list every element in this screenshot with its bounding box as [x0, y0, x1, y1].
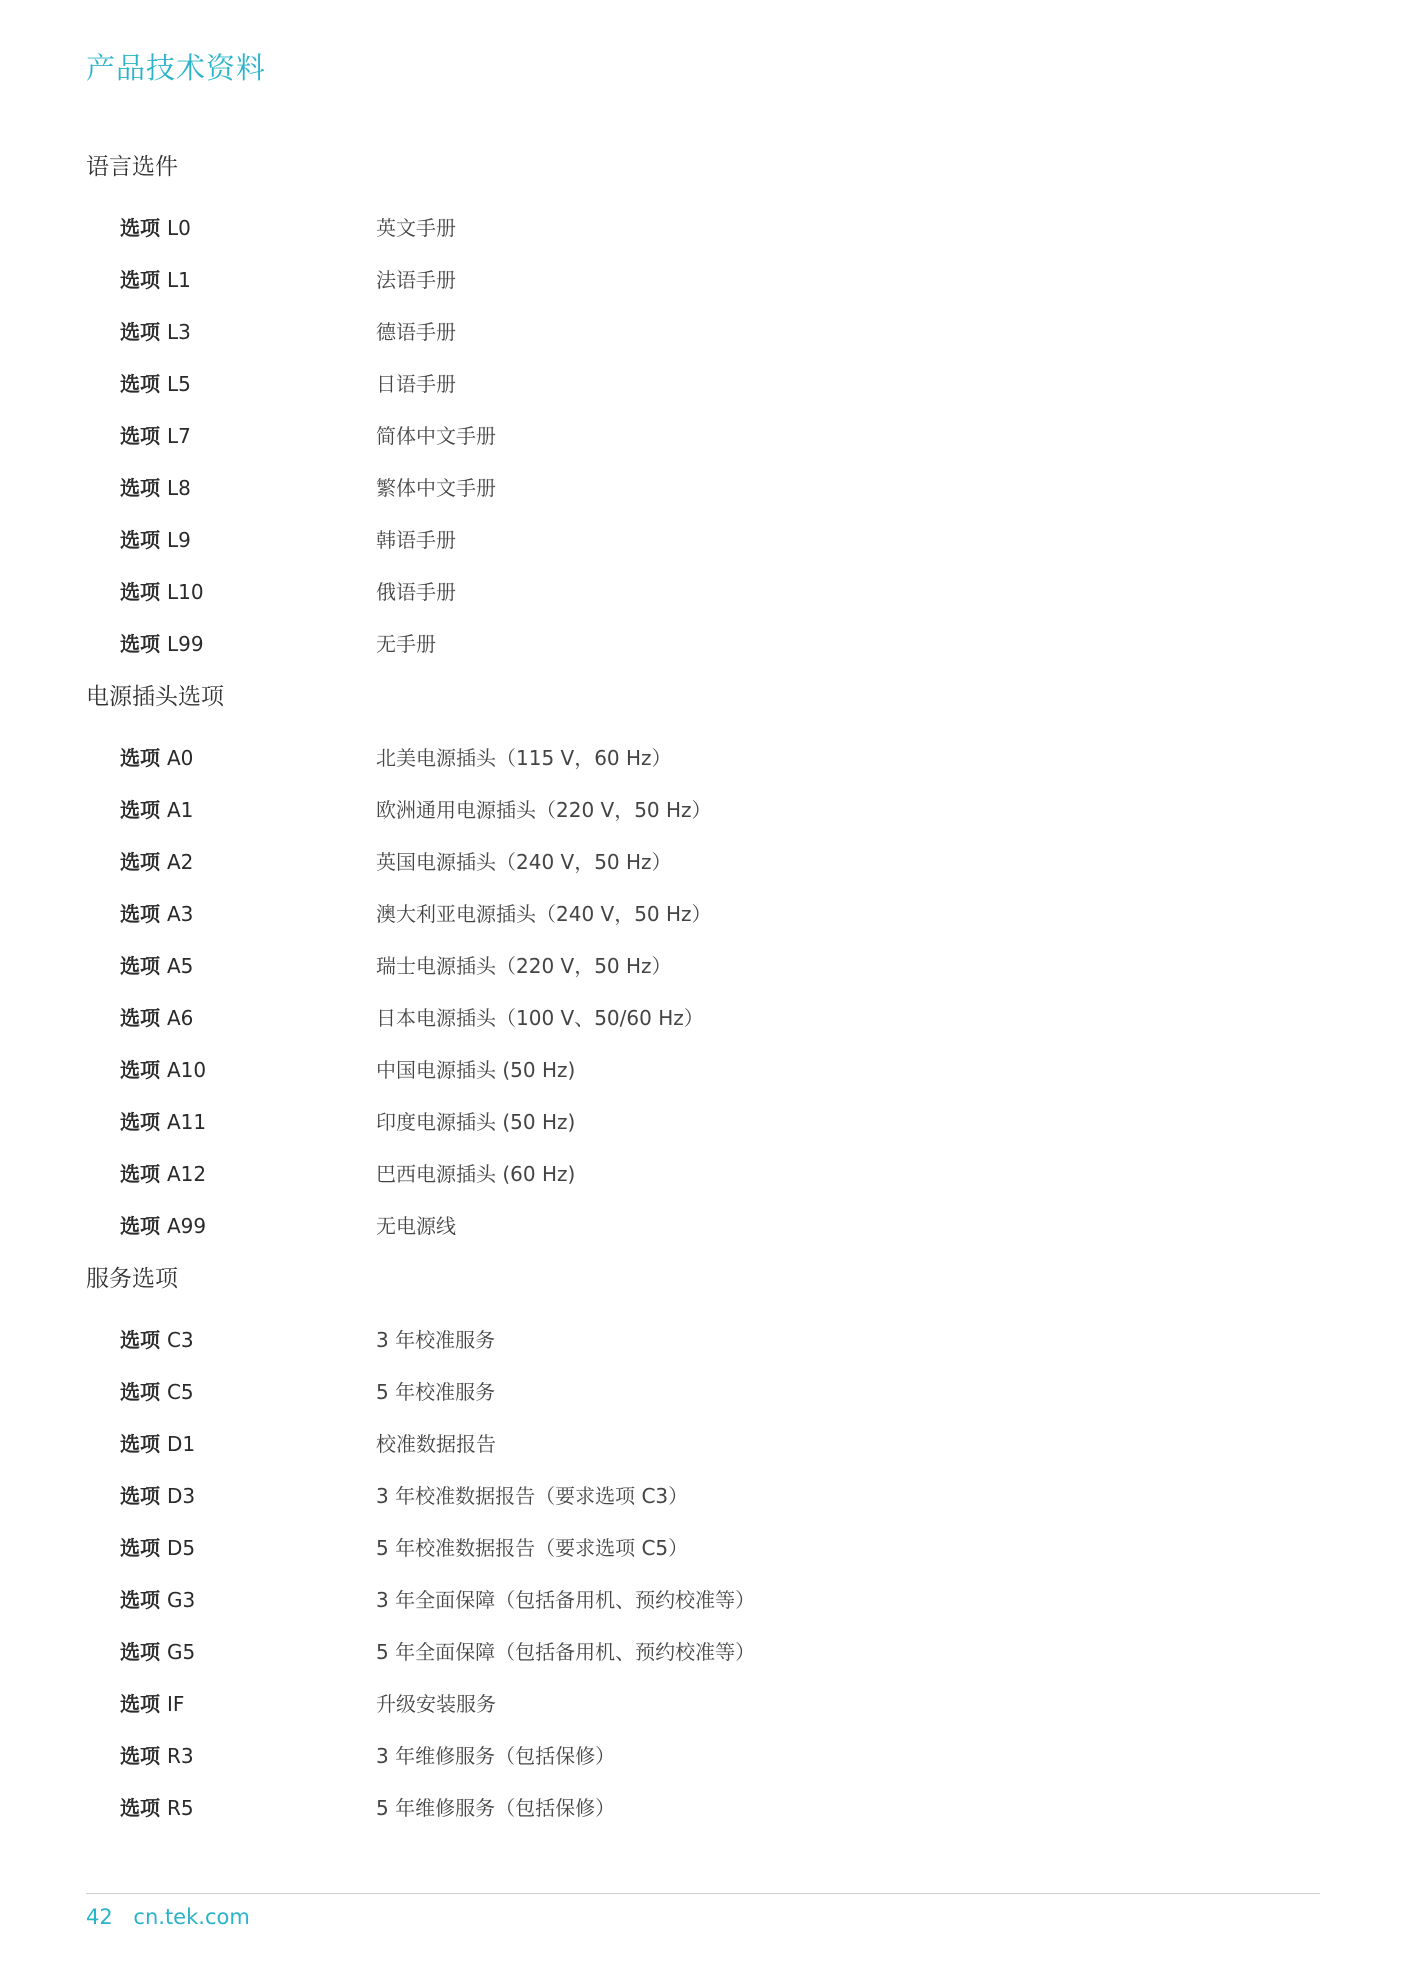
option-row [86, 834, 1316, 886]
option-prefix: 选项 [120, 849, 160, 874]
option-code-id: L3 [166, 319, 191, 344]
option-code [86, 628, 376, 657]
option-prefix: 选项 [120, 1795, 160, 1820]
option-code-id: L10 [166, 579, 204, 604]
option-prefix: 选项 [120, 1535, 160, 1560]
option-prefix: 选项 [120, 953, 160, 978]
option-row [86, 1094, 1316, 1146]
option-description: 无电源线 [376, 1213, 456, 1238]
option-code [86, 1688, 376, 1717]
option-code-id: A99 [166, 1213, 207, 1238]
option-row [86, 564, 1316, 616]
option-description: 巴西电源插头 (60 Hz) [376, 1161, 576, 1186]
option-description: 英国电源插头（240 V，50 Hz） [376, 849, 672, 874]
option-row [86, 990, 1316, 1042]
option-description: 法语手册 [376, 267, 456, 292]
option-description: 5 年校准服务 [376, 1379, 496, 1404]
option-code [86, 316, 376, 345]
option-code-id: L0 [166, 215, 191, 240]
option-code-id: A6 [166, 1005, 194, 1030]
option-description: 5 年维修服务（包括保修） [376, 1795, 616, 1820]
option-code [86, 368, 376, 397]
option-code-id: R5 [166, 1795, 194, 1820]
option-code-id: A5 [166, 953, 194, 978]
option-description: 中国电源插头 (50 Hz) [376, 1057, 576, 1082]
option-row [86, 1468, 1316, 1520]
section-title: 服务选项 [86, 1266, 178, 1292]
option-prefix: 选项 [120, 1483, 160, 1508]
option-description: 欧洲通用电源插头（220 V，50 Hz） [376, 797, 712, 822]
option-code [86, 1106, 376, 1135]
option-code [86, 264, 376, 293]
option-prefix: 选项 [120, 423, 160, 448]
option-code [86, 1324, 376, 1353]
option-code [86, 472, 376, 501]
option-description: 澳大利亚电源插头（240 V，50 Hz） [376, 901, 712, 926]
option-row [86, 938, 1316, 990]
option-list [86, 730, 1316, 1250]
option-code [86, 1532, 376, 1561]
option-code [86, 1210, 376, 1239]
option-prefix: 选项 [120, 1327, 160, 1352]
option-code-id: C3 [166, 1327, 194, 1352]
option-description: 日语手册 [376, 371, 456, 396]
option-code [86, 1002, 376, 1031]
option-description: 简体中文手册 [376, 423, 496, 448]
option-code-id: A10 [166, 1057, 207, 1082]
option-description: 校准数据报告 [376, 1431, 496, 1456]
option-prefix: 选项 [120, 215, 160, 240]
option-row [86, 356, 1316, 408]
option-code [86, 794, 376, 823]
option-description: 3 年维修服务（包括保修） [376, 1743, 616, 1768]
option-prefix: 选项 [120, 1379, 160, 1404]
option-description: 北美电源插头（115 V，60 Hz） [376, 745, 672, 770]
option-prefix: 选项 [120, 631, 160, 656]
option-row [86, 252, 1316, 304]
option-prefix: 选项 [120, 579, 160, 604]
option-code [86, 1480, 376, 1509]
option-code [86, 1376, 376, 1405]
option-code [86, 846, 376, 875]
section-power-plug-options [86, 678, 1316, 1250]
option-description: 俄语手册 [376, 579, 456, 604]
page-number: 42 [86, 1905, 113, 1929]
option-row [86, 616, 1316, 668]
option-code-id: G3 [166, 1587, 196, 1612]
option-code-id: D1 [166, 1431, 196, 1456]
option-prefix: 选项 [120, 319, 160, 344]
option-prefix: 选项 [120, 475, 160, 500]
option-description: 5 年校准数据报告（要求选项 C5） [376, 1535, 689, 1560]
option-prefix: 选项 [120, 1057, 160, 1082]
option-row [86, 1416, 1316, 1468]
option-row [86, 1520, 1316, 1572]
option-code-id: C5 [166, 1379, 194, 1404]
option-code [86, 1054, 376, 1083]
option-code-id: D5 [166, 1535, 196, 1560]
option-row [86, 1364, 1316, 1416]
option-row [86, 730, 1316, 782]
option-code [86, 1158, 376, 1187]
option-code-id: A3 [166, 901, 194, 926]
option-code-id: A2 [166, 849, 194, 874]
option-prefix: 选项 [120, 1431, 160, 1456]
section-title: 电源插头选项 [86, 684, 224, 710]
section-title: 语言选件 [86, 154, 178, 180]
option-code-id: A1 [166, 797, 194, 822]
option-row [86, 408, 1316, 460]
option-row [86, 1624, 1316, 1676]
option-code-id: G5 [166, 1639, 196, 1664]
option-prefix: 选项 [120, 1213, 160, 1238]
option-code [86, 742, 376, 771]
option-code [86, 950, 376, 979]
site-url: cn.tek.com [133, 1905, 250, 1929]
option-prefix: 选项 [120, 1743, 160, 1768]
option-description: 瑞士电源插头（220 V，50 Hz） [376, 953, 672, 978]
option-code-id: L8 [166, 475, 191, 500]
option-prefix: 选项 [120, 745, 160, 770]
option-row [86, 460, 1316, 512]
option-code [86, 576, 376, 605]
option-prefix: 选项 [120, 1161, 160, 1186]
option-row [86, 782, 1316, 834]
option-list [86, 200, 1316, 668]
option-prefix: 选项 [120, 1587, 160, 1612]
option-row [86, 304, 1316, 356]
option-prefix: 选项 [120, 1639, 160, 1664]
option-code [86, 1428, 376, 1457]
option-code-id: R3 [166, 1743, 194, 1768]
option-description: 日本电源插头（100 V、50/60 Hz） [376, 1005, 704, 1030]
option-row [86, 886, 1316, 938]
option-description: 3 年校准服务 [376, 1327, 496, 1352]
option-row [86, 1312, 1316, 1364]
option-row [86, 1728, 1316, 1780]
option-code-id: L99 [166, 631, 204, 656]
footer [86, 1905, 250, 1929]
option-row [86, 1676, 1316, 1728]
option-row [86, 1198, 1316, 1250]
option-description: 繁体中文手册 [376, 475, 496, 500]
option-code [86, 1584, 376, 1613]
option-code-id: A12 [166, 1161, 207, 1186]
option-code-id: L1 [166, 267, 191, 292]
section-language-options [86, 148, 1316, 668]
option-code [86, 524, 376, 553]
option-description: 5 年全面保障（包括备用机、预约校准等） [376, 1639, 756, 1664]
option-code-id: L5 [166, 371, 191, 396]
option-code-id: IF [166, 1691, 185, 1716]
option-row [86, 200, 1316, 252]
option-code [86, 1792, 376, 1821]
option-prefix: 选项 [120, 1005, 160, 1030]
option-description: 升级安装服务 [376, 1691, 496, 1716]
option-description: 3 年校准数据报告（要求选项 C3） [376, 1483, 689, 1508]
option-row [86, 1572, 1316, 1624]
option-code-id: L9 [166, 527, 191, 552]
option-prefix: 选项 [120, 371, 160, 396]
option-row [86, 1146, 1316, 1198]
option-code [86, 898, 376, 927]
option-code [86, 1636, 376, 1665]
page-title: 产品技术资料 [86, 51, 267, 85]
option-prefix: 选项 [120, 1109, 160, 1134]
option-row [86, 1780, 1316, 1832]
option-code-id: A0 [166, 745, 194, 770]
section-service-options [86, 1260, 1316, 1832]
option-row [86, 512, 1316, 564]
option-code [86, 1740, 376, 1769]
option-description: 德语手册 [376, 319, 456, 344]
option-row [86, 1042, 1316, 1094]
footer-divider [86, 1893, 1320, 1894]
option-code-id: A11 [166, 1109, 207, 1134]
option-prefix: 选项 [120, 267, 160, 292]
option-description: 印度电源插头 (50 Hz) [376, 1109, 576, 1134]
option-prefix: 选项 [120, 1691, 160, 1716]
option-prefix: 选项 [120, 797, 160, 822]
option-description: 韩语手册 [376, 527, 456, 552]
option-code-id: D3 [166, 1483, 196, 1508]
option-description: 3 年全面保障（包括备用机、预约校准等） [376, 1587, 756, 1612]
options-content [86, 148, 1316, 1832]
option-code-id: L7 [166, 423, 191, 448]
option-list [86, 1312, 1316, 1832]
option-code [86, 212, 376, 241]
option-description: 英文手册 [376, 215, 456, 240]
option-prefix: 选项 [120, 527, 160, 552]
option-code [86, 420, 376, 449]
option-description: 无手册 [376, 631, 436, 656]
option-prefix: 选项 [120, 901, 160, 926]
